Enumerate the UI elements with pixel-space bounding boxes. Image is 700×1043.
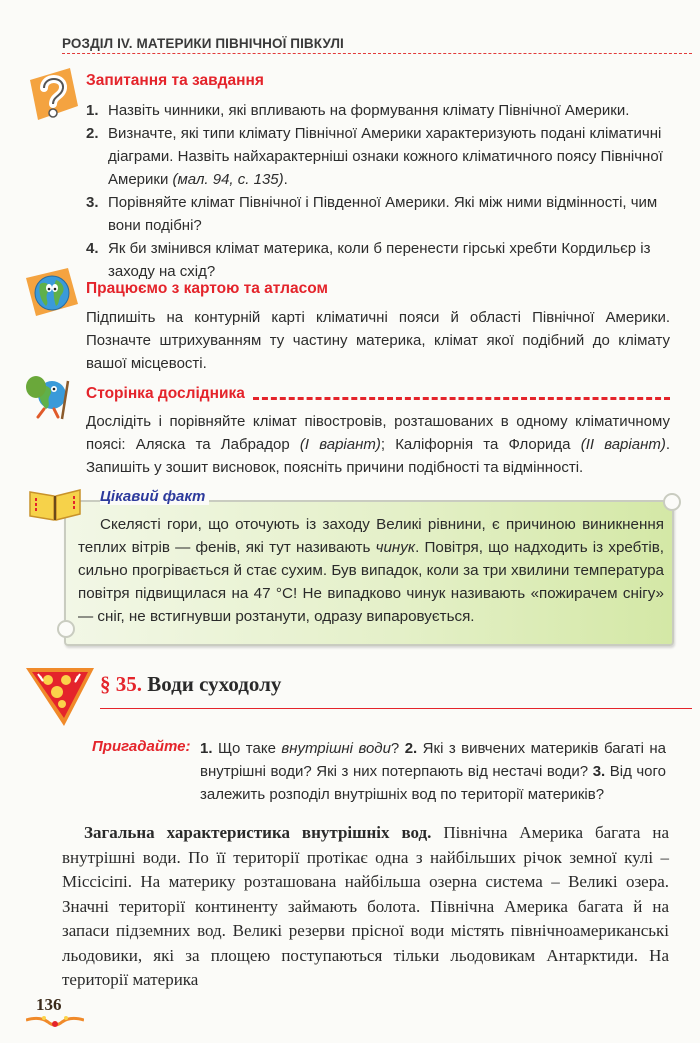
ornament-corner-icon	[24, 664, 96, 728]
paragraph-title	[100, 672, 281, 697]
map-work-text: Підпишіть на контурній карті кліматичні пояси й області Північної Америки. Позначте штрихуванням ту частину материка, клімат якої подібний до клімату вашої місцевості.	[86, 309, 670, 372]
recall-text-part: ?	[390, 740, 405, 757]
box-notch	[57, 620, 75, 638]
running-header: РОЗДІЛ IV. МАТЕРИКИ ПІВНІЧНОЇ ПІВКУЛІ	[62, 36, 692, 54]
recall-number: 3.	[592, 763, 606, 780]
recall-label: Пригадайте:	[92, 738, 191, 755]
recall-text-part: Від чого залежить розподіл внутрішніх вод по території материків?	[200, 763, 666, 803]
questions-icon-wrap	[26, 66, 80, 122]
research-text-part: ; Каліфорнія та Флорида	[380, 436, 581, 453]
body-lead-heading: Загальна характеристика внутрішніх вод.	[84, 823, 432, 842]
paragraph-rule	[100, 708, 692, 709]
recall-number: 1.	[200, 740, 213, 757]
map-work-title: Працюємо з картою та атласом	[86, 280, 328, 297]
question-mark-icon	[26, 66, 80, 122]
fact-term: чинук	[375, 539, 416, 556]
question-text: Назвіть чинники, які впливають на формування клімату Північної Америки.	[108, 102, 630, 119]
paragraph-title-text: Води суходолу	[147, 672, 282, 696]
recall-text-part: Що таке	[212, 740, 282, 757]
punctuation: .	[283, 171, 288, 188]
map-icon-wrap	[24, 268, 80, 318]
fact-text	[78, 513, 664, 628]
page-number: 136	[36, 995, 62, 1014]
questions-title: Запитання та завдання	[86, 72, 264, 89]
question-text: Визначте, які типи клімату Північної Америки характеризують подані кліматичні діаграми. Назвіть найхарактерніші ознаки кожного кліматичного поясу Північної Америки	[108, 125, 663, 188]
flourish-ornament-icon	[26, 1014, 84, 1028]
question-number: 4.	[86, 240, 99, 257]
fact-text-part: Скелясті гори, що оточують із заходу Великі рівнини, є причиною виникнення теплих вітрів — фенів, які тут називають	[78, 516, 664, 556]
paragraph-number: § 35.	[100, 672, 142, 696]
recall-text	[200, 737, 666, 806]
question-number: 1.	[86, 102, 99, 119]
page-number-ornament-wrap	[26, 1014, 84, 1028]
research-title: Сторінка дослідника	[86, 385, 245, 402]
research-text	[86, 410, 670, 479]
question-item	[80, 237, 670, 283]
question-text: Порівняйте клімат Північної і Південної Америки. Які між ними відмінності, чим вони подібні?	[108, 194, 658, 234]
recall-text-part: Які з вивчених материків багаті на внутрішні води? Які з них потерпають від нестачі води?	[200, 740, 666, 780]
research-text-part: Дослідіть і порівняйте клімат півостровів, розташованих в одному кліматичному поясі: Аляска та Лабрадор	[86, 413, 670, 453]
paragraph-ornament-wrap	[24, 664, 96, 728]
question-text: Як би змінився клімат материка, коли б перенести гірські хребти Кордильєр із заходу на схід?	[108, 240, 651, 280]
dashed-rule	[253, 397, 670, 400]
research-text-part: . Запишіть у зошит висновок, поясніть причини подібності та відмінності.	[86, 436, 670, 476]
recall-term: внутрішні води	[281, 740, 391, 757]
globe-icon	[24, 268, 80, 318]
explorer-globe-icon	[24, 373, 82, 421]
recall-number: 2.	[404, 740, 418, 757]
figure-reference: (мал. 94, с. 135)	[172, 171, 284, 188]
question-number: 3.	[86, 194, 99, 211]
question-item	[80, 191, 670, 237]
box-notch	[663, 493, 681, 511]
research-icon-wrap	[24, 373, 82, 421]
variant-label: (І варіант)	[299, 436, 381, 453]
question-item	[80, 99, 670, 122]
question-number: 2.	[86, 125, 99, 142]
fact-icon-wrap	[28, 486, 82, 522]
research-title-row	[86, 385, 670, 403]
body-text: Північна Америка багата на внутрішні води. По її території протікає одна з найбільших річок земної кулі – Міссісіпі. На материку розташована найбільша озерна система – Великі озера. Значні території континенту займають болота. Північна Америка багата й на запаси підземних вод. Великі резерви прісної води містять північноамериканські льодовики, які за площею поступаються тільки льодовикам Антарктиди. На території материка	[62, 823, 669, 989]
fact-text-part: . Повітря, що надходить із хребтів, сильно прогрівається й стає сухим. Був випадок, коли за три хвилини температура повітря підвищилася на 47 °С! Не випадково чинук називають «пожирачем снігу» — сніг, не встигнувши розтанути, одразу випаровується.	[78, 539, 664, 625]
fact-title: Цікавий факт	[100, 488, 209, 505]
body-paragraph	[62, 821, 669, 993]
open-book-icon	[28, 486, 82, 522]
question-item	[80, 122, 670, 191]
variant-label: (ІІ варіант)	[580, 436, 666, 453]
questions-list	[80, 99, 670, 283]
